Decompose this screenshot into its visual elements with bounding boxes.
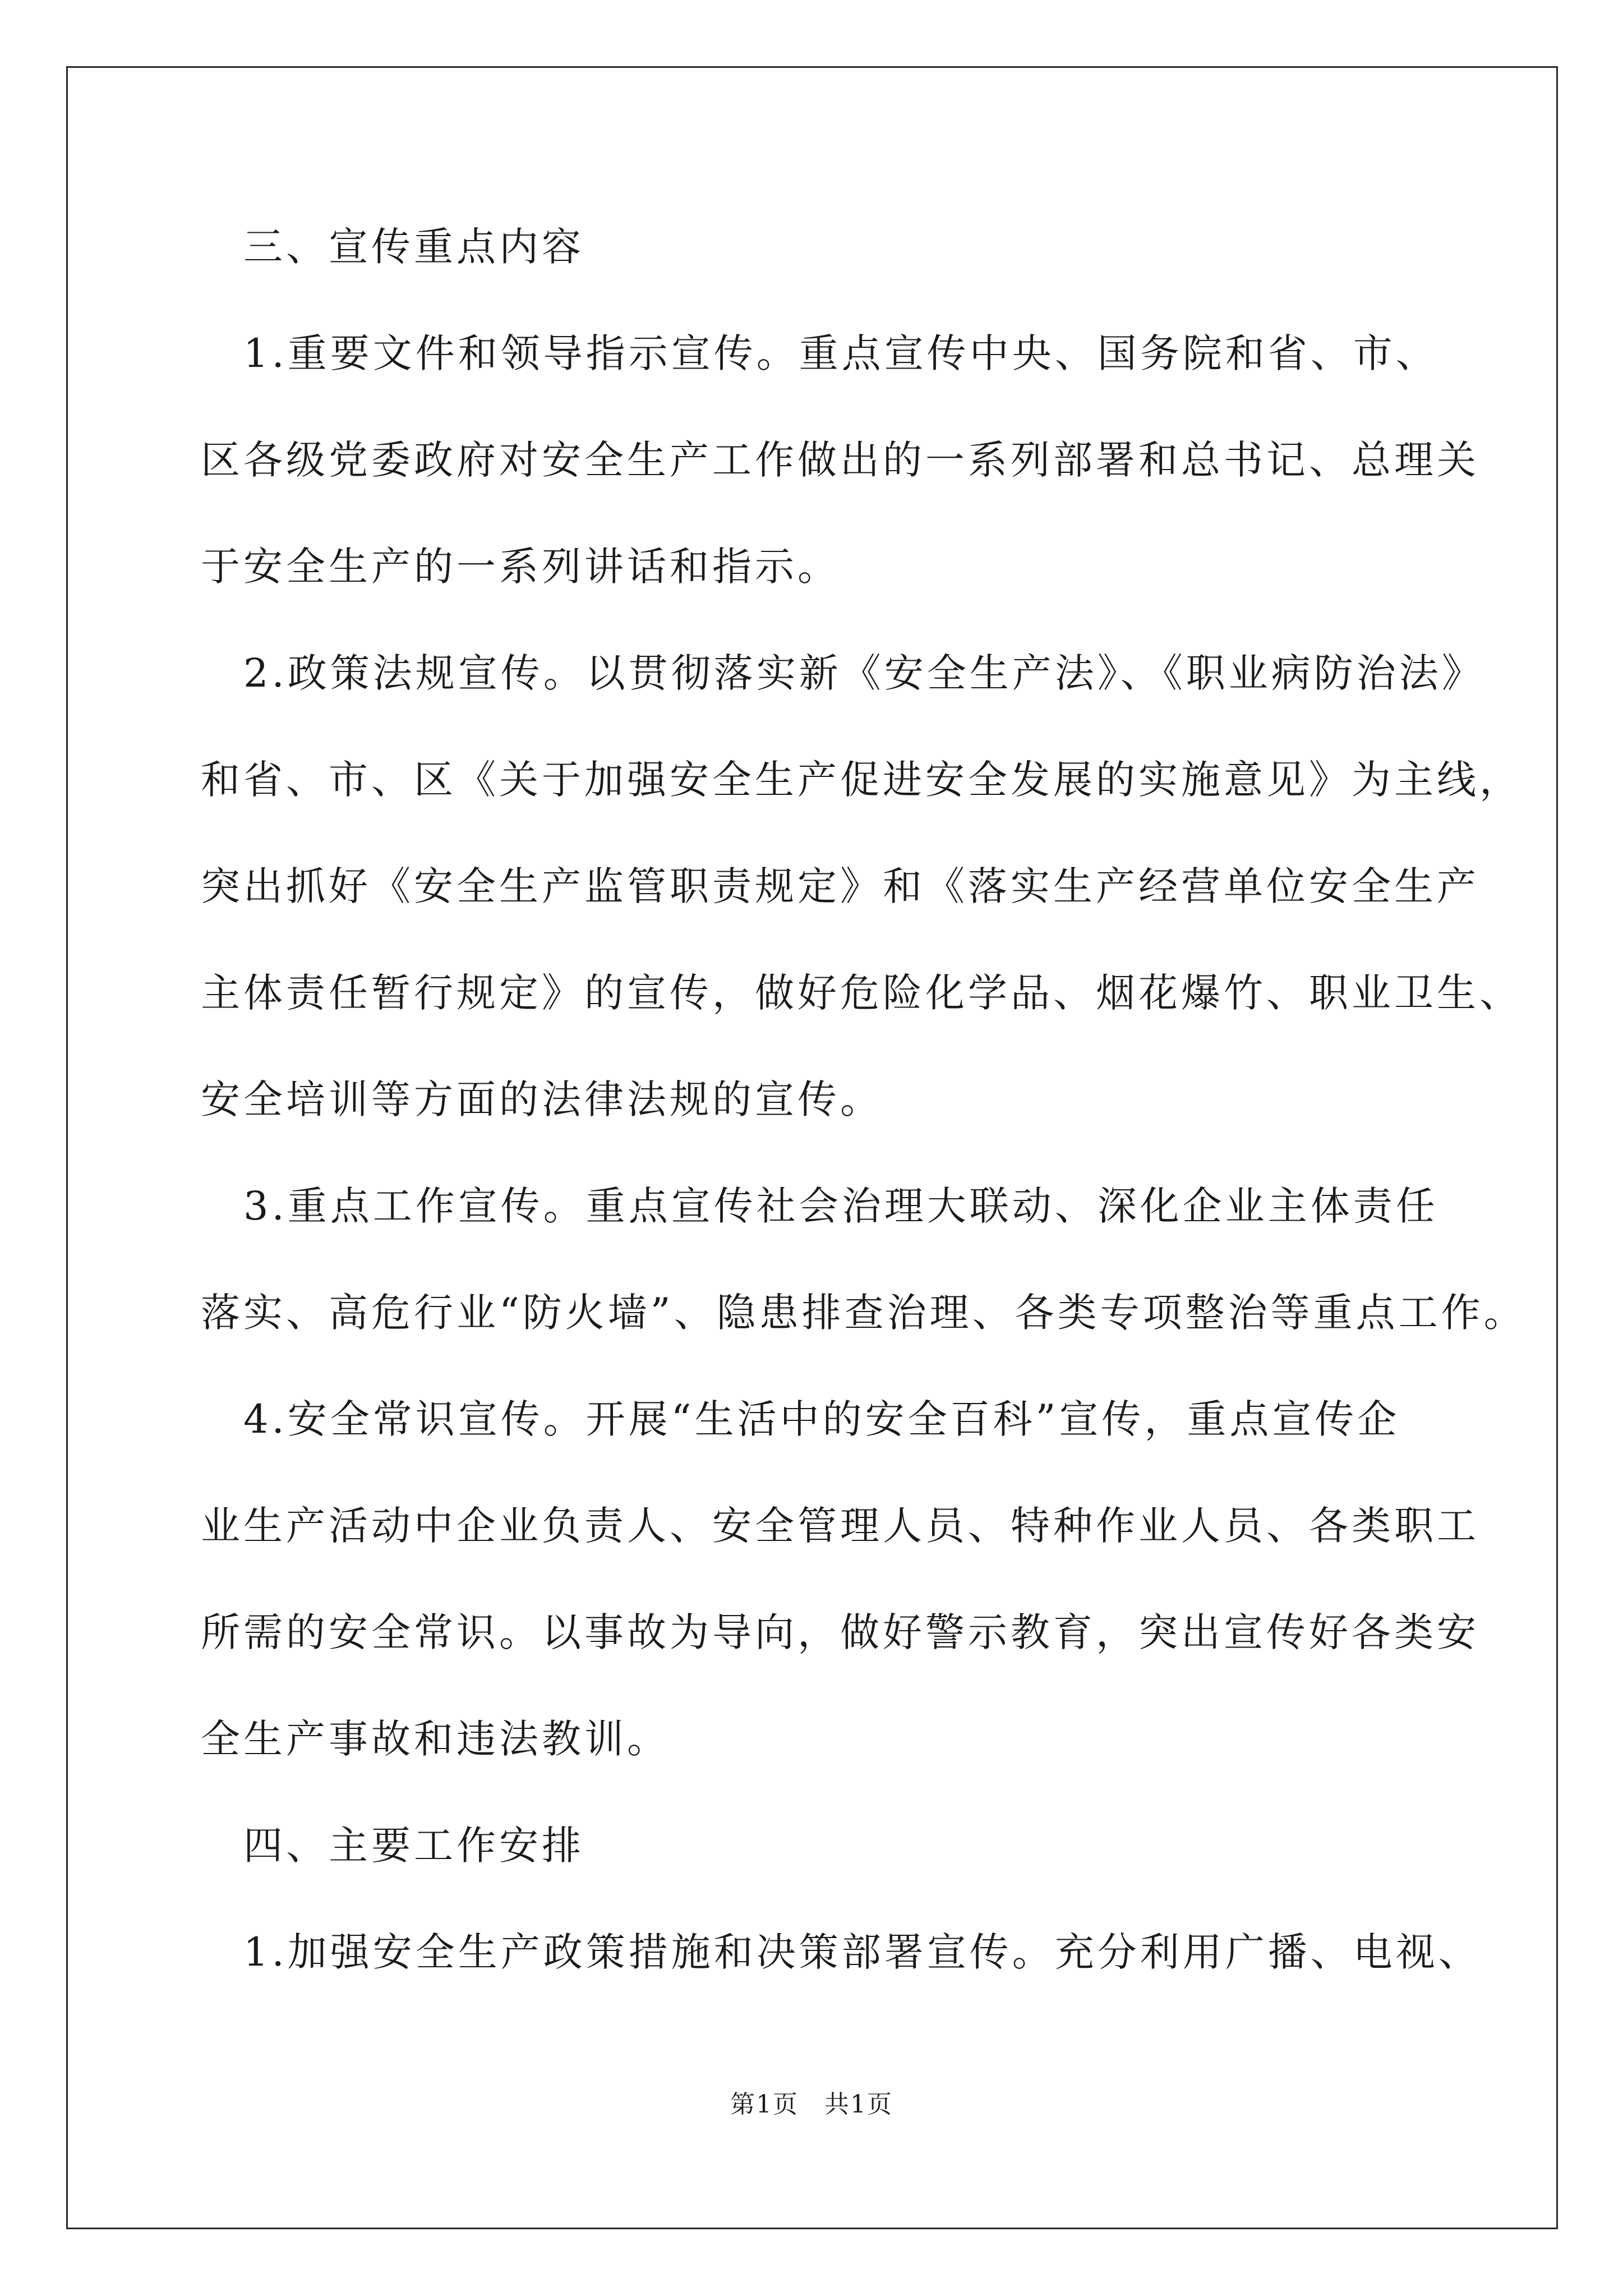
paragraph-line: 1.重要文件和领导指示宣传。重点宣传中央、国务院和省、市、	[201, 330, 1438, 376]
paragraph-line: 区各级党委政府对安全生产工作做出的一系列部署和总书记、总理关	[201, 437, 1479, 483]
paragraph-line: 和省、市、区《关于加强安全生产促进安全发展的实施意见》为主线，	[201, 757, 1522, 803]
paragraph-line: 1.加强安全生产政策措施和决策部署宣传。充分利用广播、电视、	[201, 1929, 1481, 1975]
paragraph-line: 主体责任暂行规定》的宣传，做好危险化学品、烟花爆竹、职业卫生、	[201, 970, 1522, 1016]
paragraph-line: 于安全生产的一系列讲话和指示。	[201, 544, 840, 590]
heading-section-4: 四、主要工作安排	[201, 1823, 584, 1869]
paragraph-line: 落实、高危行业“防火墙”、隐患排查治理、各类专项整治等重点工作。	[201, 1290, 1527, 1336]
page-border	[66, 66, 1558, 2229]
heading-section-3: 三、宣传重点内容	[201, 224, 584, 270]
paragraph-line: 所需的安全常识。以事故为导向，做好警示教育，突出宣传好各类安	[201, 1609, 1479, 1655]
paragraph-line: 2.政策法规宣传。以贯彻落实新《安全生产法》、《职业病防治法》	[201, 650, 1484, 696]
page-number-footer: 第1页 共1页	[730, 2090, 893, 2119]
paragraph-line: 业生产活动中企业负责人、安全管理人员、特种作业人员、各类职工	[201, 1503, 1479, 1549]
paragraph-line: 4.安全常识宣传。开展“生活中的安全百科”宣传，重点宣传企	[201, 1396, 1400, 1442]
paragraph-line: 3.重点工作宣传。重点宣传社会治理大联动、深化企业主体责任	[201, 1183, 1438, 1229]
paragraph-line: 安全培训等方面的法律法规的宣传。	[201, 1076, 883, 1122]
paragraph-line: 全生产事故和违法教训。	[201, 1716, 670, 1762]
paragraph-line: 突出抓好《安全生产监管职责规定》和《落实生产经营单位安全生产	[201, 863, 1479, 909]
